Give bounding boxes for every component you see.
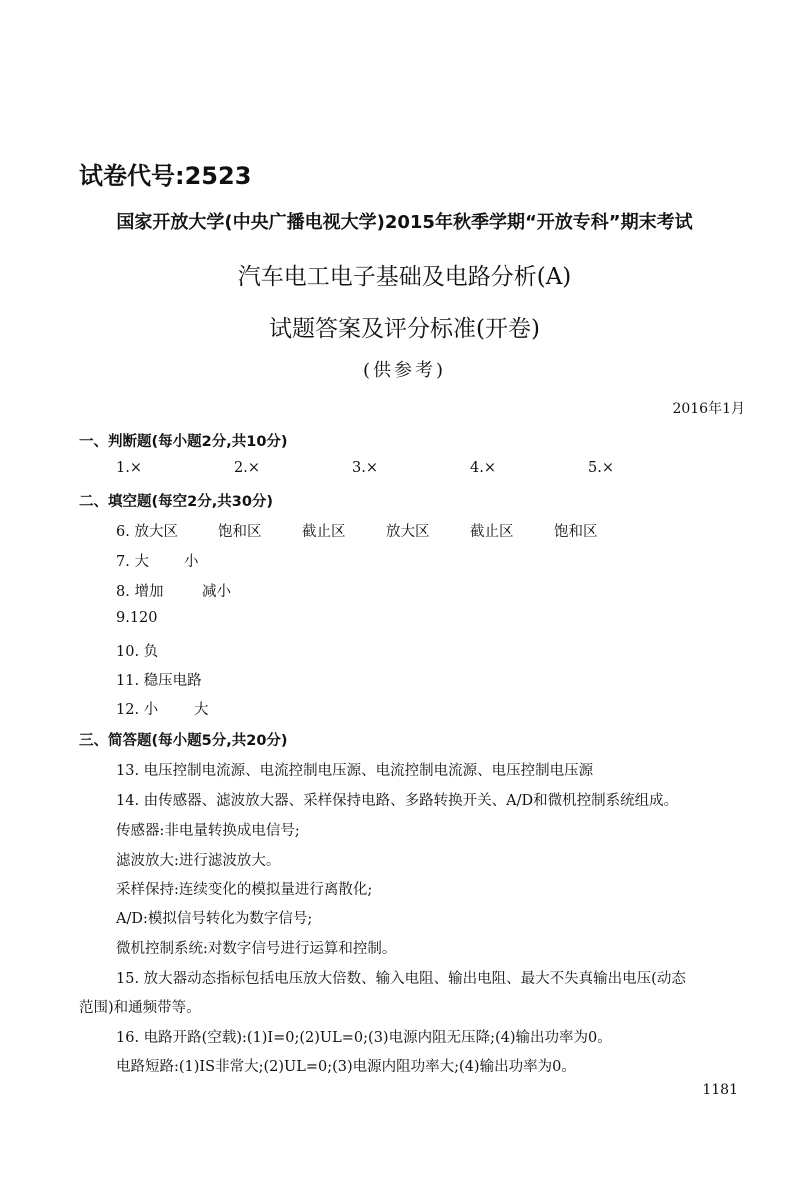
document-title: 试题答案及评分标准(开卷) [269,316,540,342]
answer-14-sensor: 传感器:非电量转换成电信号; [116,823,300,839]
answer-1: 1.× [116,460,142,476]
answer-6-blank-1: 6. 放大区 [116,524,178,540]
section-1-answers [116,460,614,476]
answer-14-filter: 滤波放大:进行滤波放大。 [116,853,281,869]
section-3-heading: 三、简答题(每小题5分,共20分) [79,733,288,749]
answer-13: 13. 电压控制电流源、电流控制电压源、电流控制电流源、电压控制电压源 [116,763,594,779]
answer-10: 10. 负 [116,644,159,660]
answer-14-ad: A/D:模拟信号转化为数字信号; [116,911,313,927]
answer-15-line-2: 范围)和通频带等。 [79,1000,201,1016]
answer-6-blank-3: 截止区 [302,524,346,540]
answer-4: 4.× [470,460,496,476]
answer-6-blank-5: 截止区 [470,524,514,540]
answer-3: 3.× [352,460,378,476]
answer-8-row [116,580,231,601]
answer-6-blank-6: 饱和区 [554,524,598,540]
page-number: 1181 [702,1082,738,1098]
answer-14-micro: 微机控制系统:对数字信号进行运算和控制。 [116,941,397,957]
answer-2: 2.× [234,460,260,476]
answer-14: 14. 由传感器、滤波放大器、采样保持电路、多路转换开关、A/D和微机控制系统组成。 [116,793,679,809]
answer-14-sample-hold: 采样保持:连续变化的模拟量进行离散化; [116,882,373,898]
answer-7-row [116,550,199,571]
answer-6-blank-2: 饱和区 [218,524,262,540]
answer-5: 5.× [588,460,614,476]
answer-11: 11. 稳压电路 [116,673,202,689]
answer-7-blank-1: 7. 大 [116,554,149,570]
answer-6-row [116,520,598,541]
exam-date: 2016年1月 [672,401,745,417]
answer-12-blank-1: 12. 小 [116,702,159,718]
answer-12-row [116,698,209,719]
answer-8-blank-2: 减小 [202,584,231,600]
answer-7-blank-2: 小 [184,554,199,570]
answer-15-line-1: 15. 放大器动态指标包括电压放大倍数、输入电阻、输出电阻、最大不失真输出电压(动态 [116,971,686,987]
answer-9: 9.120 [116,610,158,626]
section-2-heading: 二、填空题(每空2分,共30分) [79,494,274,510]
answer-12-blank-2: 大 [194,702,209,718]
answer-16-short-circuit: 电路短路:(1)IS非常大;(2)UL=0;(3)电源内阻功率大;(4)输出功率为0。 [116,1059,576,1075]
answer-16-open-circuit: 16. 电路开路(空载):(1)I=0;(2)UL=0;(3)电源内阻无压降;(4)输出功率为0。 [116,1030,612,1046]
exam-code: 试卷代号:2523 [79,162,252,190]
section-1-heading: 一、判断题(每小题2分,共10分) [79,434,288,450]
answer-6-blank-4: 放大区 [386,524,430,540]
answer-8-blank-1: 8. 增加 [116,584,164,600]
exam-title: 国家开放大学(中央广播电视大学)2015年秋季学期“开放专科”期末考试 [116,212,693,233]
course-title: 汽车电工电子基础及电路分析(A) [237,264,572,290]
reference-note: (供参考) [362,360,447,381]
